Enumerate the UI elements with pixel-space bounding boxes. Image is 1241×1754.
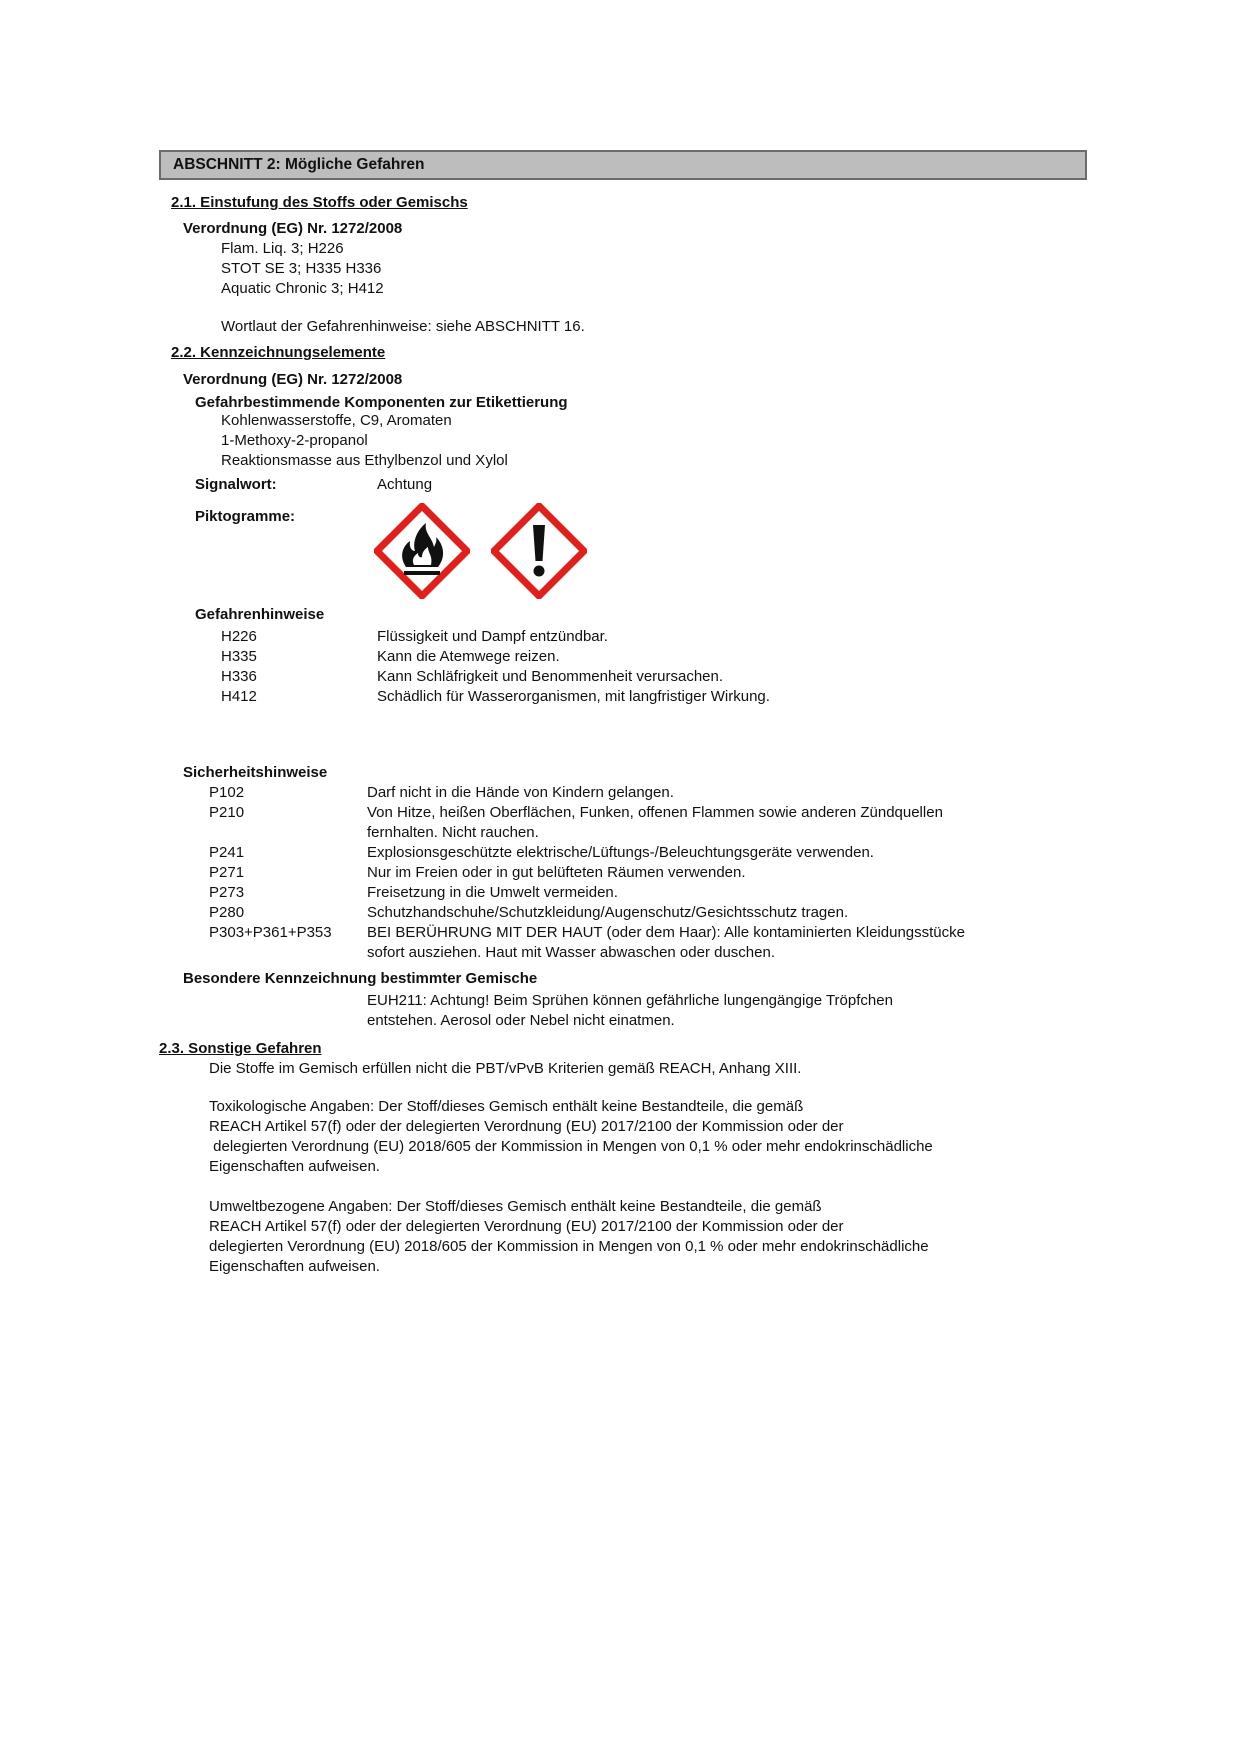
classification-3: Aquatic Chronic 3; H412	[221, 280, 384, 297]
pbt-statement: Die Stoffe im Gemisch erfüllen nicht die PBT/vPvB Kriterien gemäß REACH, Anhang XIII.	[209, 1060, 802, 1077]
special-labelling-label: Besondere Kennzeichnung bestimmter Gemische	[183, 970, 538, 987]
precaution-text: Von Hitze, heißen Oberflächen, Funken, offenen Flammen sowie anderen Zündquellen	[367, 804, 943, 821]
precaution-text: Schutzhandschuhe/Schutzkleidung/Augenschutz/Gesichtsschutz tragen.	[367, 904, 849, 921]
precautionary-statements-label: Sicherheitshinweise	[183, 764, 328, 781]
toxicology-line: Eigenschaften aufweisen.	[209, 1158, 380, 1175]
precaution-text-continued: sofort ausziehen. Haut mit Wasser abwaschen oder duschen.	[367, 944, 775, 961]
environment-line: REACH Artikel 57(f) oder der delegierten Verordnung (EU) 2017/2100 der Kommission oder der	[209, 1218, 844, 1235]
environment-line: Umweltbezogene Angaben: Der Stoff/dieses Gemisch enthält keine Bestandteile, die gemäß	[209, 1198, 822, 1215]
precaution-text-continued: fernhalten. Nicht rauchen.	[367, 824, 539, 841]
precaution-code: P102	[209, 784, 245, 801]
environment-line: delegierten Verordnung (EU) 2018/605 der Kommission in Mengen von 0,1 % oder mehr endokrinschädliche	[209, 1238, 929, 1255]
regulation-2-1: Verordnung (EG) Nr. 1272/2008	[183, 220, 403, 237]
precaution-text: Darf nicht in die Hände von Kindern gelangen.	[367, 784, 674, 801]
hazard-text: Schädlich für Wasserorganismen, mit langfristiger Wirkung.	[377, 688, 770, 705]
precaution-code: P273	[209, 884, 245, 901]
toxicology-line: delegierten Verordnung (EU) 2018/605 der Kommission in Mengen von 0,1 % oder mehr endokrinschädliche	[209, 1138, 933, 1155]
exclamation-pictogram-icon	[491, 503, 587, 599]
hazard-text: Flüssigkeit und Dampf entzündbar.	[377, 628, 608, 645]
hazard-code: H336	[221, 668, 257, 685]
precaution-text: Nur im Freien oder in gut belüfteten Räumen verwenden.	[367, 864, 746, 881]
hazard-code: H226	[221, 628, 257, 645]
components-label: Gefahrbestimmende Komponenten zur Etikettierung	[195, 394, 568, 411]
hazard-wording-note: Wortlaut der Gefahrenhinweise: siehe ABSCHNITT 16.	[221, 318, 585, 335]
precaution-text: Freisetzung in die Umwelt vermeiden.	[367, 884, 618, 901]
hazard-code: H412	[221, 688, 257, 705]
hazard-text: Kann Schläfrigkeit und Benommenheit verursachen.	[377, 668, 724, 685]
precaution-code: P271	[209, 864, 245, 881]
component-3: Reaktionsmasse aus Ethylbenzol und Xylol	[221, 452, 508, 469]
classification-1: Flam. Liq. 3; H226	[221, 240, 344, 257]
heading-2-1: 2.1. Einstufung des Stoffs oder Gemischs	[171, 194, 468, 211]
section-header: ABSCHNITT 2: Mögliche Gefahren	[159, 150, 1087, 180]
precaution-text: BEI BERÜHRUNG MIT DER HAUT (oder dem Haar): Alle kontaminierten Kleidungsstücke	[367, 924, 965, 941]
regulation-2-2: Verordnung (EG) Nr. 1272/2008	[183, 371, 403, 388]
toxicology-line: REACH Artikel 57(f) oder der delegierten Verordnung (EU) 2017/2100 der Kommission oder der	[209, 1118, 844, 1135]
signal-word-value: Achtung	[377, 476, 433, 493]
heading-2-3: 2.3. Sonstige Gefahren	[159, 1040, 322, 1057]
precaution-code: P303+P361+P353	[209, 924, 332, 941]
heading-2-2: 2.2. Kennzeichnungselemente	[171, 344, 386, 361]
euh-statement-line-2: entstehen. Aerosol oder Nebel nicht einatmen.	[367, 1012, 675, 1029]
precaution-code: P241	[209, 844, 245, 861]
hazard-code: H335	[221, 648, 257, 665]
euh-statement-line-1: EUH211: Achtung! Beim Sprühen können gefährliche lungengängige Tröpfchen	[367, 992, 893, 1009]
pictograms-label: Piktogramme:	[195, 508, 296, 525]
hazard-text: Kann die Atemwege reizen.	[377, 648, 560, 665]
hazard-statements-label: Gefahrenhinweise	[195, 606, 325, 623]
precaution-code: P280	[209, 904, 245, 921]
environment-line: Eigenschaften aufweisen.	[209, 1258, 380, 1275]
component-2: 1-Methoxy-2-propanol	[221, 432, 368, 449]
toxicology-line: Toxikologische Angaben: Der Stoff/dieses Gemisch enthält keine Bestandteile, die gemäß	[209, 1098, 804, 1115]
component-1: Kohlenwasserstoffe, C9, Aromaten	[221, 412, 452, 429]
flame-pictogram-icon	[374, 503, 470, 599]
precaution-code: P210	[209, 804, 245, 821]
classification-2: STOT SE 3; H335 H336	[221, 260, 382, 277]
signal-word-label: Signalwort:	[195, 476, 277, 493]
precaution-text: Explosionsgeschützte elektrische/Lüftungs-/Beleuchtungsgeräte verwenden.	[367, 844, 874, 861]
